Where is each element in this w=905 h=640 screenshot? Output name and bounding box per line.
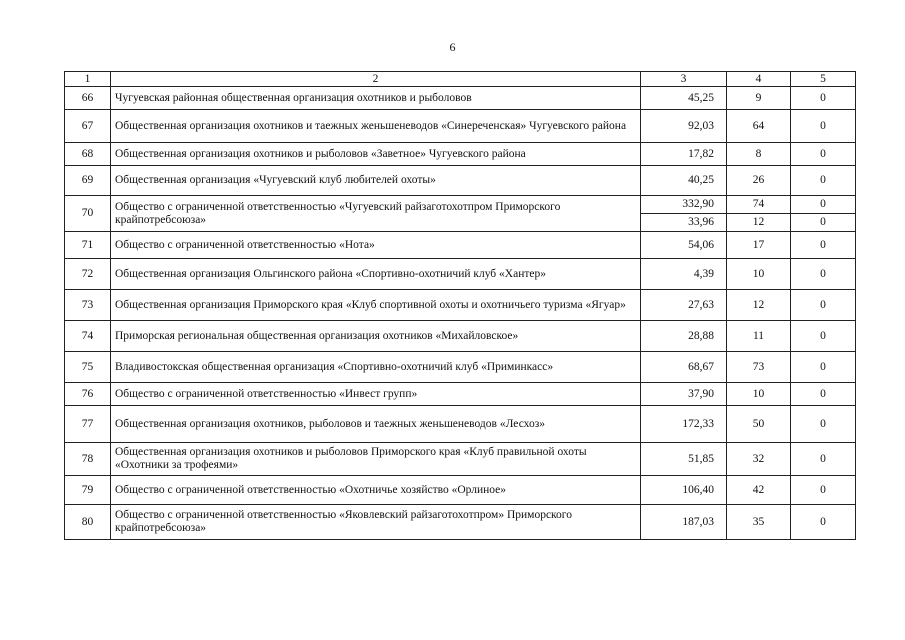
table-row (65, 321, 856, 352)
organization-name: Общество с ограниченной ответственностью «Нота» (111, 232, 641, 259)
table-row (65, 476, 856, 505)
count-value: 8 (727, 143, 791, 166)
row-number: 73 (65, 290, 111, 321)
count-value: 9 (727, 87, 791, 110)
count-value: 10 (727, 383, 791, 406)
zero-value: 0 (791, 259, 856, 290)
area-value: 45,25 (641, 87, 727, 110)
zero-value: 0 (791, 443, 856, 476)
table-row (65, 406, 856, 443)
count-value: 11 (727, 321, 791, 352)
count-value: 35 (727, 505, 791, 540)
row-number: 79 (65, 476, 111, 505)
area-value: 172,33 (641, 406, 727, 443)
count-value: 26 (727, 166, 791, 196)
column-header: 5 (791, 72, 856, 87)
area-value: 37,90 (641, 383, 727, 406)
zero-value: 0 (791, 290, 856, 321)
zero-value: 0 (791, 383, 856, 406)
area-value: 28,88 (641, 321, 727, 352)
area-value: 68,67 (641, 352, 727, 383)
count-value: 64 (727, 110, 791, 143)
row-number: 70 (65, 196, 111, 232)
count-value: 10 (727, 259, 791, 290)
organization-name: Общество с ограниченной ответственностью «Яковлевский райзаготохотпром» Приморского крайпотребсоюза» (111, 505, 641, 540)
column-header: 4 (727, 72, 791, 87)
zero-value: 0 (791, 166, 856, 196)
row-number: 77 (65, 406, 111, 443)
organization-name: Общественная организация охотников и рыболовов «Заветное» Чугуевского района (111, 143, 641, 166)
table-row (65, 143, 856, 166)
row-number: 76 (65, 383, 111, 406)
table-row (65, 443, 856, 476)
row-number: 67 (65, 110, 111, 143)
organization-name: Общественная организация охотников и таежных женьшеневодов «Синереченская» Чугуевского района (111, 110, 641, 143)
area-value: 92,03 (641, 110, 727, 143)
row-number: 68 (65, 143, 111, 166)
row-number: 78 (65, 443, 111, 476)
table-row (65, 196, 856, 214)
column-header: 3 (641, 72, 727, 87)
organization-name: Общественная организация охотников и рыболовов Приморского края «Клуб правильной охоты «Охотники за трофеями» (111, 443, 641, 476)
table-row (65, 352, 856, 383)
row-number: 75 (65, 352, 111, 383)
table-row (65, 110, 856, 143)
area-value: 332,90 (641, 196, 727, 214)
zero-value: 0 (791, 406, 856, 443)
count-value: 12 (727, 290, 791, 321)
zero-value: 0 (791, 214, 856, 232)
zero-value: 0 (791, 352, 856, 383)
count-value: 17 (727, 232, 791, 259)
table-row (65, 232, 856, 259)
organization-name: Общественная организация Ольгинского района «Спортивно-охотничий клуб «Хантер» (111, 259, 641, 290)
zero-value: 0 (791, 476, 856, 505)
area-value: 33,96 (641, 214, 727, 232)
area-value: 27,63 (641, 290, 727, 321)
column-header: 2 (111, 72, 641, 87)
area-value: 4,39 (641, 259, 727, 290)
area-value: 106,40 (641, 476, 727, 505)
zero-value: 0 (791, 110, 856, 143)
zero-value: 0 (791, 143, 856, 166)
organization-name: Владивостокская общественная организация «Спортивно-охотничий клуб «Приминкасс» (111, 352, 641, 383)
page-number: 6 (449, 40, 456, 54)
organization-name: Чугуевская районная общественная организация охотников и рыболовов (111, 87, 641, 110)
column-header: 1 (65, 72, 111, 87)
table-row (65, 87, 856, 110)
organization-name: Общественная организация «Чугуевский клуб любителей охоты» (111, 166, 641, 196)
row-number: 80 (65, 505, 111, 540)
count-value: 42 (727, 476, 791, 505)
row-number: 69 (65, 166, 111, 196)
table-row (65, 383, 856, 406)
area-value: 51,85 (641, 443, 727, 476)
table-row (65, 505, 856, 540)
organization-name: Общественная организация Приморского края «Клуб спортивной охоты и охотничьего туризма «Ягуар» (111, 290, 641, 321)
area-value: 17,82 (641, 143, 727, 166)
hunting-grounds-table (64, 71, 856, 540)
row-number: 72 (65, 259, 111, 290)
zero-value: 0 (791, 232, 856, 259)
count-value: 12 (727, 214, 791, 232)
table-row (65, 166, 856, 196)
zero-value: 0 (791, 87, 856, 110)
area-value: 40,25 (641, 166, 727, 196)
area-value: 54,06 (641, 232, 727, 259)
row-number: 74 (65, 321, 111, 352)
row-number: 66 (65, 87, 111, 110)
organization-name: Общество с ограниченной ответственностью «Чугуевский райзаготохотпром Приморского крайпотребсоюза» (111, 196, 641, 232)
count-value: 74 (727, 196, 791, 214)
table-row (65, 290, 856, 321)
count-value: 32 (727, 443, 791, 476)
count-value: 73 (727, 352, 791, 383)
organization-name: Приморская региональная общественная организация охотников «Михайловское» (111, 321, 641, 352)
table-header-row (65, 72, 856, 87)
count-value: 50 (727, 406, 791, 443)
organization-name: Общество с ограниченной ответственностью «Инвест групп» (111, 383, 641, 406)
area-value: 187,03 (641, 505, 727, 540)
organization-name: Общество с ограниченной ответственностью «Охотничье хозяйство «Орлиное» (111, 476, 641, 505)
table-row (65, 259, 856, 290)
zero-value: 0 (791, 505, 856, 540)
zero-value: 0 (791, 196, 856, 214)
zero-value: 0 (791, 321, 856, 352)
row-number: 71 (65, 232, 111, 259)
organization-name: Общественная организация охотников, рыболовов и таежных женьшеневодов «Лесхоз» (111, 406, 641, 443)
